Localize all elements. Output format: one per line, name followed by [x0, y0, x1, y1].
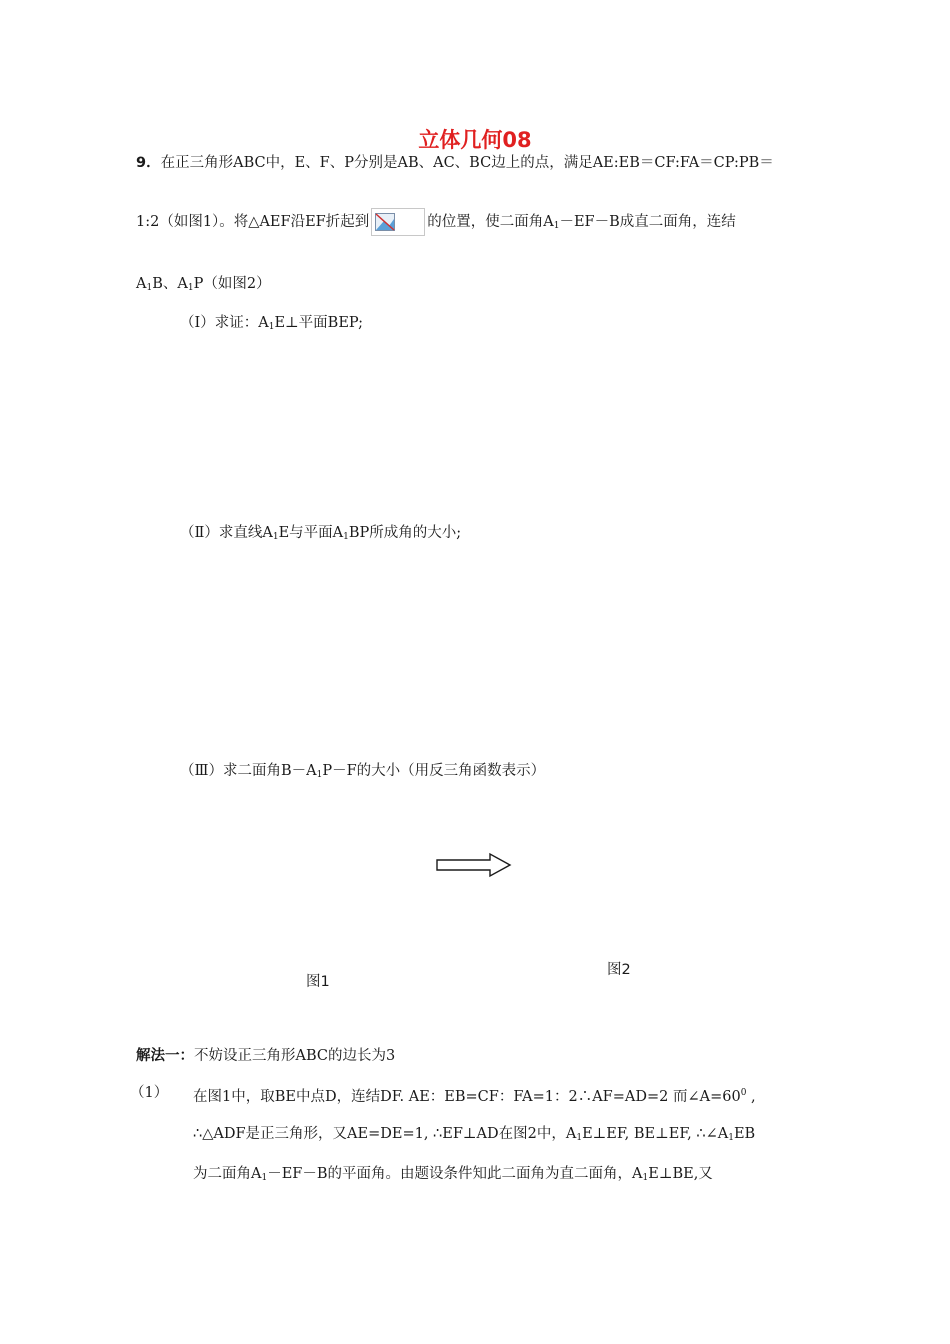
problem-line-3: $A_1B$、$A_1P$（如图2）: [136, 276, 271, 293]
solution-step-label: （1）: [130, 1085, 169, 1101]
solution-heading: 解法一：: [136, 1048, 194, 1064]
question-part-2: （Ⅱ）求直线$A_1E$与平面$A_1BP$所成角的大小;: [180, 525, 462, 542]
figure-2-caption: 图2: [607, 962, 631, 978]
solution-line-1: 在图1中，取BE中点D，连结DF. AE：EB=CF：FA=1：2∴AF=AD=2 而$\angle A=60^0$ ,: [193, 1088, 756, 1105]
problem-line-2: 1:2（如图1）。将△AEF沿EF折起到 的位置，使二面角$A_1-EF-B$成直二面角，连结: [136, 208, 736, 236]
solution-intro: 不妨设正三角形ABC的边长为3: [194, 1048, 396, 1064]
right-arrow-icon: [434, 851, 514, 879]
solution-line-2: ∴△ADF是正三角形，又AE=DE=1, ∴EF⊥AD在图2中，$A_1E\perp EF$, BE⊥EF, $\therefore\angle A_1EB$: [193, 1126, 756, 1143]
problem-text-2a: 1:2（如图1）。将△AEF沿EF折起到: [136, 214, 370, 230]
problem-line-1: [136, 153, 774, 173]
page-title: 立体几何08: [418, 128, 532, 152]
figure-1-caption: 图1: [306, 974, 330, 990]
solution-heading-line: [136, 1046, 395, 1066]
question-part-1: （Ⅰ）求证：$A_1E\perp$平面BEP;: [180, 315, 364, 332]
problem-text-2c: －EF－B成直二面角，连结: [559, 214, 736, 230]
problem-text-1: 在正三角形ABC中，E、F、P分别是AB、AC、BC边上的点，满足AE:EB＝CF:FA＝CP:PB＝: [160, 155, 774, 171]
problem-text-2b: 的位置，使二面角A: [427, 214, 554, 230]
broken-image-icon: [371, 208, 425, 236]
solution-line-3: 为二面角$A_1-EF-B$的平面角。由题设条件知此二面角为直二面角，$A_1E\perp BE$,又: [193, 1166, 713, 1183]
problem-number: 9．: [136, 155, 161, 171]
question-part-3: （Ⅲ）求二面角$B-A_1P-F$的大小（用反三角函数表示）: [180, 763, 546, 780]
